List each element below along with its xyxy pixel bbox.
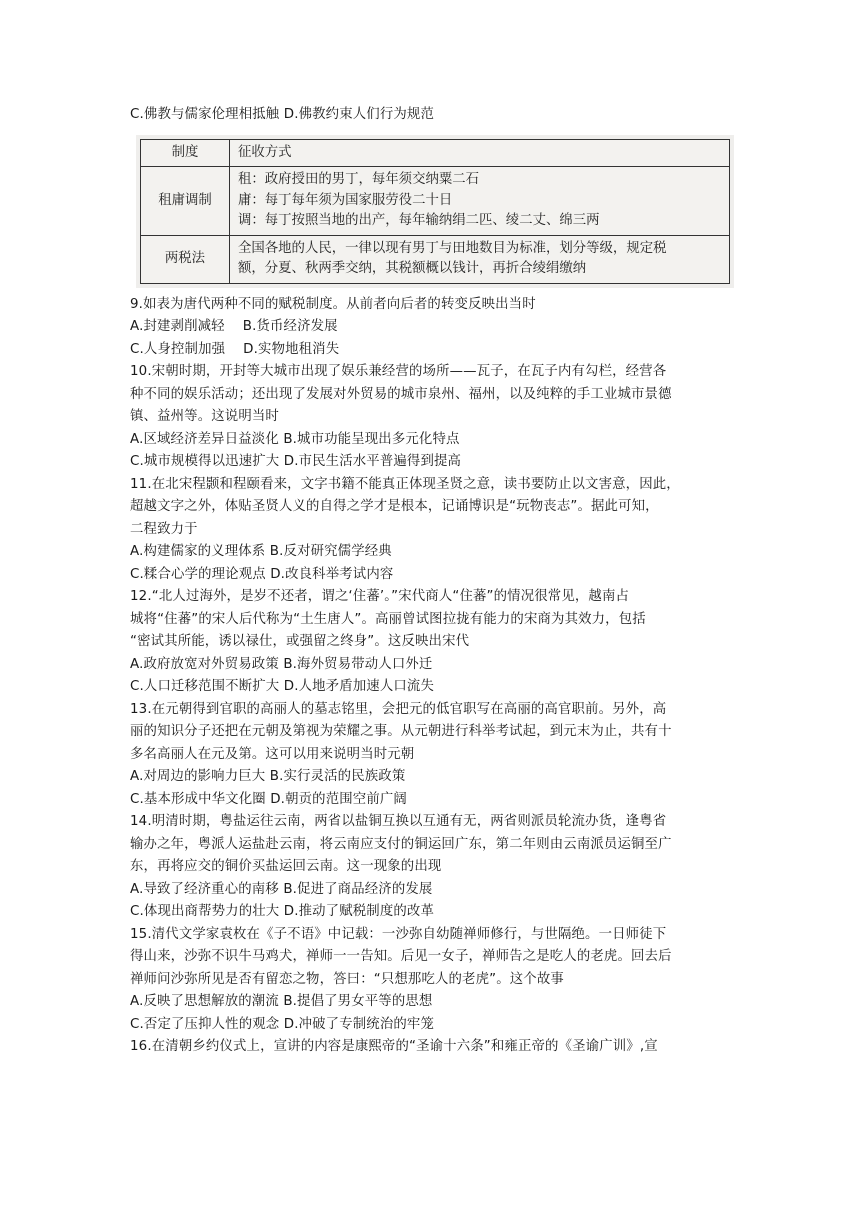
q10-option-d: D.市民生活水平普遍得到提高 bbox=[283, 454, 462, 469]
q13-option-c: C.基本形成中华文化圈 bbox=[130, 791, 266, 807]
q14-options-cd bbox=[130, 901, 740, 924]
q10-option-b: B.城市功能呈现出多元化特点 bbox=[283, 431, 460, 447]
row-method-liangshuifa bbox=[230, 235, 730, 283]
tax-table-image bbox=[136, 135, 734, 288]
q12-options-cd bbox=[130, 676, 740, 699]
q12-options-ab bbox=[130, 654, 740, 677]
q15-option-d: D.冲破了专制统治的牢笼 bbox=[283, 1016, 435, 1032]
q10-stem-line: 种不同的娱乐活动；还出现了发展对外贸易的城市泉州、福州，以及纯粹的手工业城市景德 bbox=[130, 386, 672, 402]
tax-system-table bbox=[140, 139, 730, 284]
q11-stem-line: 二程致力于 bbox=[130, 521, 198, 537]
q12-stem-line: 12.“北人过海外，是岁不还者，谓之‘住蕃’。”宋代商人“住蕃”的情况很常见，越南占 bbox=[130, 589, 630, 604]
method-line: 庸：每丁每年须为国家服劳役二十日 bbox=[238, 192, 453, 208]
row-name-liangshuifa: 两税法 bbox=[141, 235, 230, 283]
q16-stem-line: 16.在清朝乡约仪式上，宣讲的内容是康熙帝的“圣谕十六条”和雍正帝的《圣谕广训》,宣 bbox=[130, 1039, 658, 1054]
q12-option-d: D.人地矛盾加速人口流失 bbox=[283, 679, 435, 694]
q10-options-ab bbox=[130, 429, 740, 452]
q13-option-a: A.对周边的影响力巨大 bbox=[130, 769, 266, 784]
q12-option-b: B.海外贸易带动人口外迁 bbox=[283, 656, 433, 672]
q15-options-ab bbox=[130, 991, 740, 1014]
q9-options-cd bbox=[130, 339, 740, 362]
table-row bbox=[141, 167, 730, 236]
row-method-zuyongdiao bbox=[230, 167, 730, 236]
q11-options-ab bbox=[130, 541, 740, 564]
q14-stem-line: 14.明清时期，粤盐运往云南，两省以盐铜互换以互通有无，两省则派员轮流办货，逢粤省 bbox=[130, 814, 667, 829]
q14-option-b: B.促进了商品经济的发展 bbox=[283, 881, 433, 897]
q14-stem-line: 输办之年，粤派人运盐赴云南，将云南应支付的铜运回广东，第二年则由云南派员运铜至广 bbox=[130, 836, 672, 852]
method-line: 租：政府授田的男丁，每年须交纳粟二石 bbox=[238, 172, 480, 187]
q13-stem-line: 多名高丽人在元及第。这可以用来说明当时元朝 bbox=[130, 746, 415, 762]
q9-options-ab bbox=[130, 316, 740, 339]
q12-option-c: C.人口迁移范围不断扩大 bbox=[130, 679, 280, 694]
q15-option-b: B.提倡了男女平等的思想 bbox=[283, 994, 433, 1009]
q13-option-b: B.实行灵活的民族政策 bbox=[269, 769, 406, 784]
q13-options-ab bbox=[130, 766, 740, 789]
table-header-row bbox=[141, 139, 730, 167]
method-line: 调：每丁按照当地的出产，每年输纳绢二匹、绫二丈、绵三两 bbox=[238, 213, 600, 228]
q15-stem-line: 得山来，沙弥不识牛马鸡犬，禅师一一告知。后见一女子，禅师告之是吃人的老虎。回去后 bbox=[130, 949, 672, 964]
q14-option-d: D.推动了赋税制度的改革 bbox=[283, 904, 435, 919]
q15-option-a: A.反映了思想解放的潮流 bbox=[130, 994, 279, 1009]
q8-option-c: C.佛教与儒家伦理相抵触 bbox=[130, 107, 280, 122]
q15-stem-line: 15.清代文学家袁枚在《子不语》中记载：一沙弥自幼随禅师修行，与世隔绝。一日师徒下 bbox=[130, 926, 667, 942]
header-method: 征收方式 bbox=[230, 139, 730, 167]
q15-options-cd bbox=[130, 1014, 740, 1037]
q14-option-c: C.体现出商帮势力的壮大 bbox=[130, 904, 280, 919]
method-line: 额，分夏、秋两季交纳，其税额概以钱计，再折合绫绢缴纳 bbox=[238, 261, 587, 276]
q10-stem-line: 镇、益州等。这说明当时 bbox=[130, 409, 279, 424]
q11-option-b: B.反对研究儒学经典 bbox=[269, 544, 392, 559]
exam-content bbox=[130, 104, 740, 1059]
q13-options-cd bbox=[130, 789, 740, 812]
q10-stem-line: 10.宋朝时期，开封等大城市出现了娱乐兼经营的场所——瓦子，在瓦子内有勾栏，经营各 bbox=[130, 364, 667, 379]
q12-stem-line: “密试其所能，诱以禄仕，或强留之终身”。这反映出宋代 bbox=[130, 634, 470, 649]
q13-option-d: D.朝贡的范围空前广阔 bbox=[270, 791, 407, 807]
q11-stem-line: 超越文字之外，体贴圣贤人义的自得之学才是根本，记诵博识是“玩物丧志”。据此可知， bbox=[130, 499, 659, 514]
q14-option-a: A.导致了经济重心的南移 bbox=[130, 881, 279, 897]
q9-stem: 9.如表为唐代两种不同的赋税制度。从前者向后者的转变反映出当时 bbox=[130, 296, 536, 312]
method-line: 全国各地的人民，一律以现有男丁与田地数目为标准，划分等级，规定税 bbox=[238, 240, 667, 256]
q10-options-cd bbox=[130, 451, 740, 474]
q11-options-cd bbox=[130, 564, 740, 587]
q13-stem-line: 丽的知识分子还把在元朝及第视为荣耀之事。从元朝进行科举考试起，到元末为止，共有十 bbox=[130, 724, 672, 739]
q15-option-c: C.否定了压抑人性的观念 bbox=[130, 1016, 280, 1032]
q9-option-a: A.封建剥削减轻 bbox=[130, 319, 225, 334]
q9-option-d: D.实物地租消失 bbox=[243, 341, 340, 357]
q10-option-c: C.城市规模得以迅速扩大 bbox=[130, 454, 280, 469]
q8-options-cd bbox=[130, 104, 740, 127]
q13-stem-line: 13.在元朝得到官职的高丽人的墓志铭里，会把元的低官职写在高丽的高官职前。另外，高 bbox=[130, 701, 667, 717]
q8-option-d: D.佛教约束人们行为规范 bbox=[283, 107, 435, 122]
q9-option-b: B.货币经济发展 bbox=[242, 319, 338, 334]
q12-stem-line: 城将“住蕃”的宋人后代称为“土生唐人”。高丽曾试图拉拢有能力的宋商为其效力，包括 bbox=[130, 611, 646, 627]
q15-stem-line: 禅师问沙弥所见是否有留恋之物，答曰：“只想那吃人的老虎”。这个故事 bbox=[130, 971, 564, 987]
header-system: 制度 bbox=[141, 139, 230, 167]
q11-option-d: D.改良科举考试内容 bbox=[270, 566, 394, 582]
q12-option-a: A.政府放宽对外贸易政策 bbox=[130, 656, 279, 672]
q10-option-a: A.区域经济差异日益淡化 bbox=[130, 431, 279, 447]
q11-option-c: C.糅合心学的理论观点 bbox=[130, 566, 266, 582]
q11-stem-line: 11.在北宋程颢和程颐看来，文字书籍不能真正体现圣贤之意，读书要防止以文害意，因此， bbox=[130, 476, 680, 492]
q11-option-a: A.构建儒家的义理体系 bbox=[130, 544, 266, 559]
table-row bbox=[141, 235, 730, 283]
row-name-zuyongdiao: 租庸调制 bbox=[141, 167, 230, 236]
q9-option-c: C.人身控制加强 bbox=[130, 341, 226, 357]
q14-stem-line: 东，再将应交的铜价买盐运回云南。这一现象的出现 bbox=[130, 859, 442, 874]
q14-options-ab bbox=[130, 879, 740, 902]
